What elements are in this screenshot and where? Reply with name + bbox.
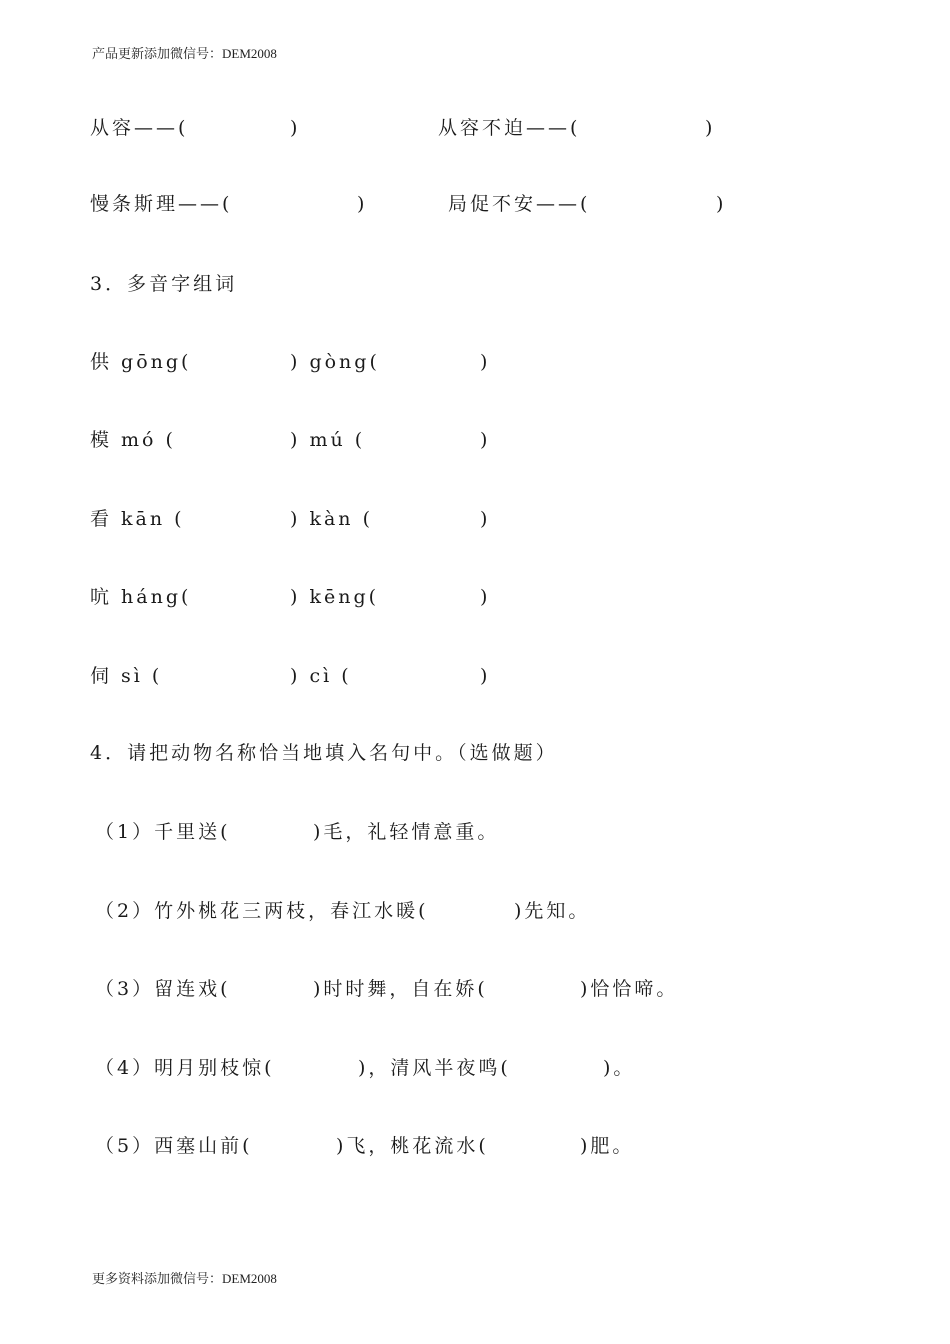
q4-item-part: )毛，礼轻情意重。: [313, 821, 500, 843]
q4-item-part: )，清风半夜鸣(: [358, 1057, 511, 1079]
page-header: 产品更新添加微信号：DEM2008: [92, 46, 277, 61]
q4-item-part: （5）西塞山前(: [95, 1135, 253, 1157]
synonym-2b-close: ): [716, 193, 727, 215]
synonym-2b: 局促不安——(: [448, 193, 591, 215]
q4-item-part: )先知。: [514, 900, 591, 922]
polyphone-a: 模 mó (: [90, 429, 176, 451]
page-footer: 更多资料添加微信号：DEM2008: [92, 1271, 277, 1286]
polyphone-end: ): [480, 429, 491, 451]
polyphone-mid: ) cì (: [290, 665, 352, 687]
polyphone-end: ): [480, 351, 491, 373]
q4-title: 4．请把动物名称恰当地填入名句中。（选做题）: [90, 742, 558, 764]
q4-item-part: )肥。: [580, 1135, 635, 1157]
polyphone-a: 吭 háng(: [90, 586, 192, 608]
polyphone-a: 伺 sì (: [90, 665, 163, 687]
synonym-2a-close: ): [357, 193, 368, 215]
polyphone-mid: ) gòng(: [290, 351, 380, 373]
q4-item-part: （2）竹外桃花三两枝，春江水暖(: [95, 900, 429, 922]
q4-item-part: （3）留连戏(: [95, 978, 231, 1000]
polyphone-a: 供 gōng(: [90, 351, 192, 373]
synonym-1a-close: ): [290, 117, 301, 139]
polyphone-end: ): [480, 665, 491, 687]
polyphone-end: ): [480, 508, 491, 530]
polyphone-mid: ) mú (: [290, 429, 366, 451]
q4-item-part: )飞，桃花流水(: [336, 1135, 489, 1157]
polyphone-end: ): [480, 586, 491, 608]
q4-item-part: )。: [603, 1057, 636, 1079]
synonym-1b: 从容不迫——(: [438, 117, 581, 139]
synonym-1a: 从容——(: [90, 117, 189, 139]
q3-title: 3．多音字组词: [90, 273, 238, 295]
polyphone-mid: ) kēng(: [290, 586, 380, 608]
q4-item-part: )时时舞，自在娇(: [313, 978, 488, 1000]
polyphone-mid: ) kàn (: [290, 508, 373, 530]
q4-item-part: （4）明月别枝惊(: [95, 1057, 275, 1079]
polyphone-a: 看 kān (: [90, 508, 185, 530]
q4-item-part: （1）千里送(: [95, 821, 231, 843]
q4-item-part: )恰恰啼。: [580, 978, 679, 1000]
synonym-1b-close: ): [705, 117, 716, 139]
synonym-2a: 慢条斯理——(: [90, 193, 233, 215]
